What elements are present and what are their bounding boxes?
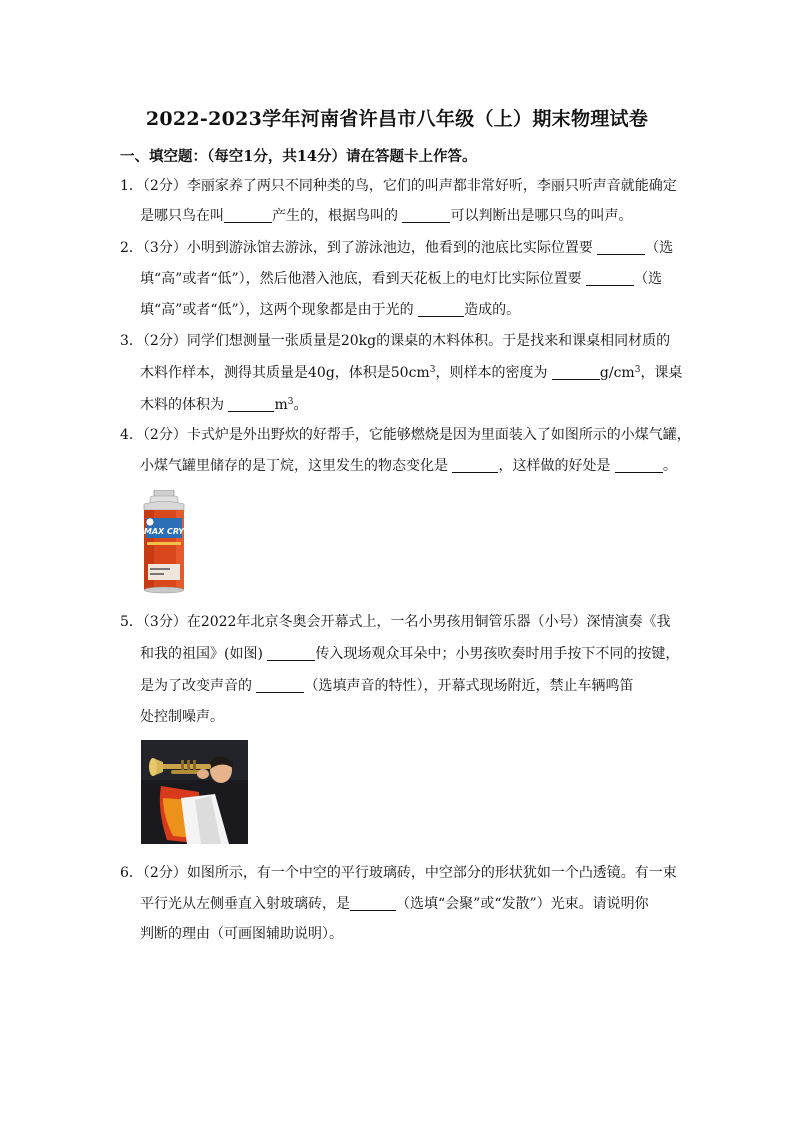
- question-2-line-1: 2．（3分）小明到游泳馆去游泳，到了游泳池边，他看到的池底比实际位置要 （选: [120, 240, 674, 256]
- page-title: 2022-2023学年河南省许昌市八年级（上）期末物理试卷: [145, 108, 649, 130]
- question-3-line-2: 木料作样本，测得其质量是40g，体积是$50cm^3$，则样本的密度为 $g/cm^3$，课桌: [140, 365, 683, 381]
- question-1-line-1: 1．（2分）李丽家养了两只不同种类的鸟，它们的叫声都非常好听，李丽只听声音就能确定: [120, 178, 677, 194]
- question-6-line-1: 6．（2分）如图所示，有一个中空的平行玻璃砖，中空部分的形状犹如一个凸透镜。有一束: [120, 865, 677, 881]
- answer-blank[interactable]: [452, 457, 498, 473]
- question-3-line-3: 木料的体积为 $m^3$。: [140, 397, 308, 413]
- question-5-line-4: 处控制噪声。: [140, 709, 224, 725]
- gas-canister-image: [138, 490, 190, 596]
- question-1-line-2: 是哪只鸟在叫 产生的，根据鸟叫的 可以判断出是哪只鸟的叫声。: [140, 208, 633, 224]
- answer-blank[interactable]: [418, 301, 464, 317]
- question-4-line-2: 小煤气罐里储存的是丁烷，这里发生的物态变化是 ，这样做的好处是 。: [140, 458, 677, 474]
- answer-blank[interactable]: [402, 207, 450, 223]
- section-heading: 一、填空题：（每空1分，共14分）请在答题卡上作答。: [120, 148, 477, 165]
- answer-blank[interactable]: [615, 457, 663, 473]
- answer-blank[interactable]: [228, 396, 274, 412]
- question-3-line-1: 3．（2分）同学们想测量一张质量是20kg的课桌的木料体积。于是找来和课桌相同材质的: [120, 333, 671, 349]
- question-5-line-2: 和我的祖国》(如图) 传入现场观众耳朵中；小男孩吹奏时用手按下不同的按键，: [140, 646, 680, 662]
- question-4-line-1: 4．（2分）卡式炉是外出野炊的好帮手，它能够燃烧是因为里面装入了如图所示的小煤气罐，: [120, 427, 691, 443]
- answer-blank[interactable]: [256, 677, 304, 693]
- answer-blank[interactable]: [350, 895, 396, 911]
- question-2-line-2: 填“高”或者“低”），然后他潜入池底，看到天花板上的电灯比实际位置要 （选: [140, 271, 663, 287]
- question-6-line-2: 平行光从左侧垂直入射玻璃砖，是 （选填“会聚”或“发散”）光束。请说明你: [140, 896, 649, 912]
- trumpet-boy-photo: [141, 740, 248, 844]
- question-5-line-1: 5．（3分）在2022年北京冬奥会开幕式上，一名小男孩用铜管乐器（小号）深情演奏《我: [120, 614, 671, 630]
- question-5-line-3: 是为了改变声音的 （选填声音的特性），开幕式现场附近，禁止车辆鸣笛: [140, 678, 634, 694]
- can-label-text: MAX CRY: [143, 527, 185, 536]
- answer-blank[interactable]: [552, 364, 600, 380]
- answer-blank[interactable]: [597, 239, 645, 255]
- answer-blank[interactable]: [586, 270, 634, 286]
- answer-blank[interactable]: [267, 645, 315, 661]
- question-2-line-3: 填“高”或者“低”），这两个现象都是由于光的 造成的。: [140, 302, 521, 318]
- answer-blank[interactable]: [224, 207, 272, 223]
- question-6-line-3: 判断的理由（可画图辅助说明）。: [140, 926, 343, 942]
